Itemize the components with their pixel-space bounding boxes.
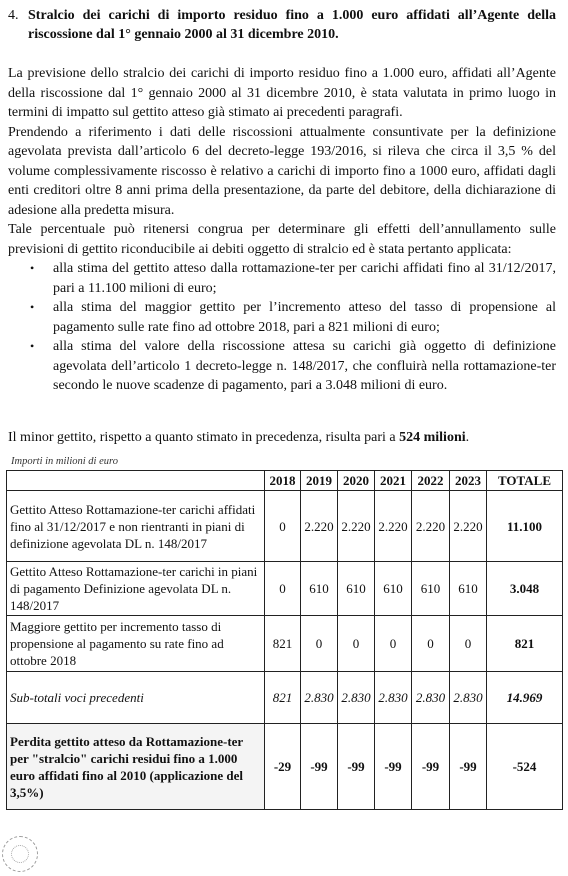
- section-number: 4.: [8, 8, 19, 23]
- cell-total: -524: [487, 724, 563, 810]
- cell-value: 2.220: [412, 491, 450, 562]
- cell-value: 2.220: [338, 491, 375, 562]
- bullet-text: alla stima del valore della riscossione attesa su carichi già oggetto di definizione agevolata dell’articolo 1 decreto-legge n. 148/2017, che confluirà nella rottamazione-ter secondo le nuove scadenze di pagamento, pari a 3.048 milioni di euro.: [53, 339, 556, 393]
- conclusion-value: 524 milioni: [399, 430, 466, 445]
- cell-value: 2.220: [450, 491, 487, 562]
- section-title: Stralcio dei carichi di importo residuo fino a 1.000 euro affidati all’Agente della riscossione dal 1° gennaio 2000 al 31 dicembre 2010.: [28, 8, 556, 42]
- bullet-dot-icon: •: [30, 300, 35, 314]
- cell-value: 610: [375, 562, 412, 616]
- cell-total: 3.048: [487, 562, 563, 616]
- header-year: 2021: [375, 471, 412, 491]
- table-row: [7, 616, 563, 672]
- cell-value: 0: [265, 562, 301, 616]
- cell-value: 821: [265, 616, 301, 672]
- loss-row: [7, 724, 563, 810]
- cell-value: -99: [338, 724, 375, 810]
- cell-total: 14.969: [487, 672, 563, 724]
- section-heading: [8, 6, 556, 44]
- row-label: Gettito Atteso Rottamazione-ter carichi in piani di pagamento Definizione agevolata DL n. 148/2017: [7, 562, 265, 616]
- bullet-text: alla stima del maggior gettito per l’incremento atteso del tasso di propensione al pagamento sulle rate fino ad ottobre 2018, pari a 821 milioni di euro;: [53, 300, 556, 335]
- conclusion-end: .: [465, 430, 470, 445]
- bullet-item: [8, 259, 556, 298]
- cell-value: 821: [265, 672, 301, 724]
- paragraph: La previsione dello stralcio dei carichi di importo residuo fino a 1.000 euro, affidati all’Agente della riscossione dal 1° gennaio 2000 al 31 dicembre 2010, è stata valutata in primo luogo in termini di impatto sul gettito atteso già stimato ai precedenti paragrafi.: [8, 66, 556, 120]
- header-empty: [7, 471, 265, 491]
- cell-value: -29: [265, 724, 301, 810]
- cell-value: 610: [338, 562, 375, 616]
- cell-value: -99: [375, 724, 412, 810]
- bullet-text: alla stima del gettito atteso dalla rottamazione-ter per carichi affidati fino al 31/12/2017, pari a 11.100 milioni di euro;: [53, 261, 556, 296]
- cell-value: 2.220: [375, 491, 412, 562]
- cell-value: 2.830: [412, 672, 450, 724]
- cell-total: 11.100: [487, 491, 563, 562]
- table-row: [7, 491, 563, 562]
- row-label: Perdita gettito atteso da Rottamazione-ter per "stralcio" carichi residui fino a 1.000 euro affidati fino al 2010 (applicazione del 3,5%): [7, 724, 265, 810]
- header-year: 2018: [265, 471, 301, 491]
- cell-value: 0: [412, 616, 450, 672]
- bullet-dot-icon: •: [30, 261, 35, 275]
- header-year: 2020: [338, 471, 375, 491]
- row-label: Sub-totali voci precedenti: [7, 672, 265, 724]
- revenue-table: [6, 470, 563, 810]
- stamp-seal-icon: [2, 836, 38, 872]
- conclusion-text: Il minor gettito, rispetto a quanto stimato in precedenza, risulta pari a: [8, 430, 400, 445]
- cell-value: 0: [265, 491, 301, 562]
- cell-value: -99: [450, 724, 487, 810]
- row-label: Gettito Atteso Rottamazione-ter carichi affidati fino al 31/12/2017 e non rientranti in piani di definizione agevolata DL n. 148/2017: [7, 491, 265, 562]
- cell-value: 2.830: [450, 672, 487, 724]
- cell-value: 0: [450, 616, 487, 672]
- cell-value: -99: [412, 724, 450, 810]
- header-year: 2023: [450, 471, 487, 491]
- bullet-item: [8, 337, 556, 396]
- cell-value: 0: [301, 616, 338, 672]
- row-label: Maggiore gettito per incremento tasso di propensione al pagamento su rate fino ad ottobre 2018: [7, 616, 265, 672]
- bullet-dot-icon: •: [30, 339, 35, 353]
- cell-total: 821: [487, 616, 563, 672]
- table-row: [7, 562, 563, 616]
- header-total: TOTALE: [487, 471, 563, 491]
- cell-value: 0: [375, 616, 412, 672]
- cell-value: 610: [301, 562, 338, 616]
- conclusion: [8, 428, 556, 447]
- body-text: [8, 64, 556, 396]
- cell-value: 2.830: [338, 672, 375, 724]
- bullet-item: [8, 298, 556, 337]
- header-year: 2019: [301, 471, 338, 491]
- cell-value: 2.220: [301, 491, 338, 562]
- cell-value: -99: [301, 724, 338, 810]
- bullet-list: [8, 259, 556, 396]
- cell-value: 0: [338, 616, 375, 672]
- paragraph: Tale percentuale può ritenersi congrua per determinare gli effetti dell’annullamento sulle previsioni di gettito riconducibile ai debiti oggetto di stralcio ed è stata pertanto applicata:: [8, 222, 556, 257]
- table-unit-note: Importi in milioni di euro: [11, 456, 118, 467]
- table-header-row: [7, 471, 563, 491]
- cell-value: 2.830: [301, 672, 338, 724]
- cell-value: 610: [412, 562, 450, 616]
- paragraph: Prendendo a riferimento i dati delle riscossioni attualmente consuntivate per la definizione agevolata prevista dall’articolo 6 del decreto-legge 193/2016, si rileva che circa il 3,5 % del volume complessivamente riscosso è relativo a carichi di importo fino a 1000 euro, affidati dagli enti creditori oltre 8 anni prima della presentazione, da parte del debitore, della dichiarazione di adesione alla predetta misura.: [8, 124, 556, 218]
- subtotal-row: [7, 672, 563, 724]
- cell-value: 610: [450, 562, 487, 616]
- header-year: 2022: [412, 471, 450, 491]
- cell-value: 2.830: [375, 672, 412, 724]
